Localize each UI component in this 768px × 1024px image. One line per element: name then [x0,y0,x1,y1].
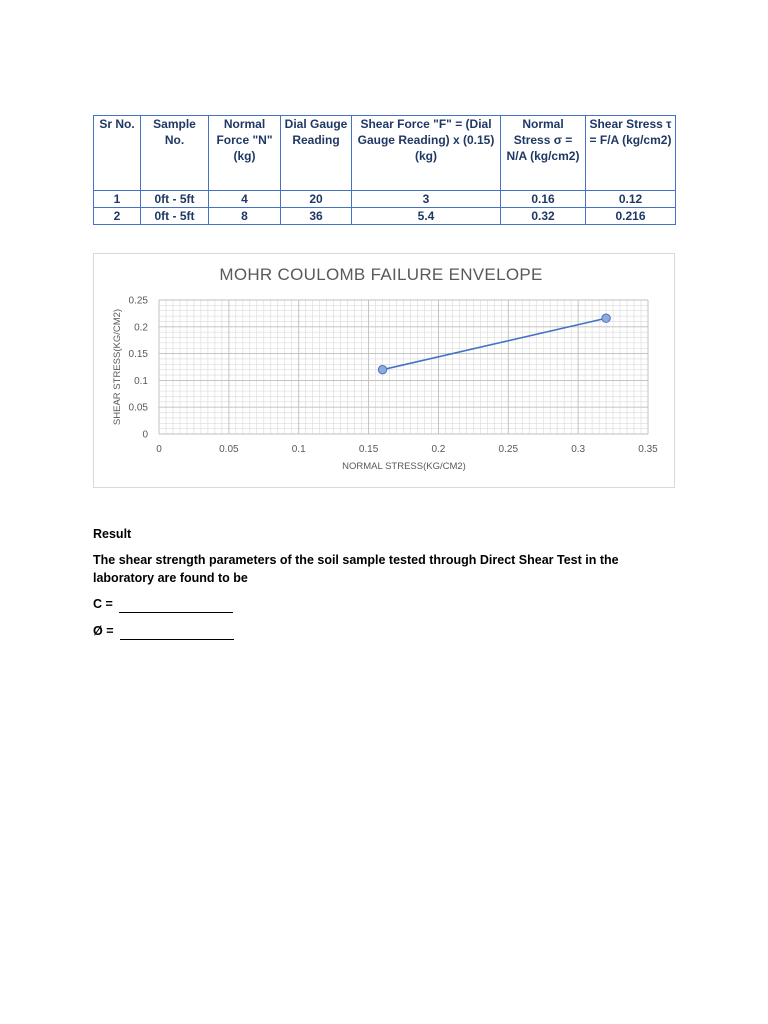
x-tick-label: 0.25 [498,444,519,455]
result-text: The shear strength parameters of the soil sample tested through Direct Shear Test in the laboratory are found to be [93,553,619,585]
cohesion-label: C = [93,597,113,611]
table-cell: 0.12 [586,191,676,208]
table-cell: 36 [281,208,352,225]
x-tick-label: 0 [156,444,162,455]
table-cell: 0ft - 5ft [141,208,209,225]
table-cell: 1 [94,191,141,208]
friction-angle-blank[interactable] [120,625,234,640]
result-heading: Result [93,527,132,541]
y-tick-label: 0.15 [128,349,148,361]
table-cell: 20 [281,191,352,208]
results-table [93,115,676,225]
table-cell: 3 [352,191,501,208]
chart-svg [94,254,674,487]
table-cell: 8 [209,208,281,225]
data-point [602,314,610,322]
table-row [94,208,676,225]
data-point [378,365,386,373]
header-sample-no: Sample No. [141,116,209,191]
y-tick-label: 0 [142,429,148,441]
chart-grid [159,300,648,434]
y-tick-label: 0.1 [134,375,148,387]
table-cell: 0ft - 5ft [141,191,209,208]
x-tick-label: 0.35 [638,444,658,455]
result-section [93,525,683,649]
header-normal-force: Normal Force "N" (kg) [209,116,281,191]
cohesion-line [93,595,683,613]
table-cell: 0.216 [586,208,676,225]
table-cell: 2 [94,208,141,225]
chart-title: MOHR COULOMB FAILURE ENVELOPE [219,265,543,284]
x-tick-label: 0.05 [219,444,239,455]
cohesion-blank[interactable] [119,598,233,613]
table-cell: 0.32 [501,208,586,225]
x-axis-label: NORMAL STRESS(KG/CM2) [342,461,466,472]
header-shear-stress: Shear Stress τ = F/A (kg/cm2) [586,116,676,191]
table-cell: 0.16 [501,191,586,208]
header-normal-stress: Normal Stress σ = N/A (kg/cm2) [501,116,586,191]
y-tick-label: 0.05 [128,402,148,414]
x-tick-label: 0.15 [358,444,379,455]
x-tick-label: 0.2 [431,444,446,455]
table-row [94,191,676,208]
y-tick-label: 0.2 [134,322,148,334]
table-cell: 5.4 [352,208,501,225]
header-sr-no: Sr No. [94,116,141,191]
header-shear-force: Shear Force "F" = (Dial Gauge Reading) x (0.15) (kg) [352,116,501,191]
table-cell: 4 [209,191,281,208]
friction-angle-label: Ø = [93,624,114,638]
y-tick-label: 0.25 [128,295,148,307]
y-axis-label: SHEAR STRESS(KG/CM2) [112,308,123,426]
mohr-coulomb-chart [93,253,675,488]
header-dial-gauge: Dial Gauge Reading [281,116,352,191]
x-tick-label: 0.3 [571,444,586,455]
x-tick-label: 0.1 [291,444,306,455]
friction-angle-line [93,622,683,640]
table-header-row [94,116,676,191]
